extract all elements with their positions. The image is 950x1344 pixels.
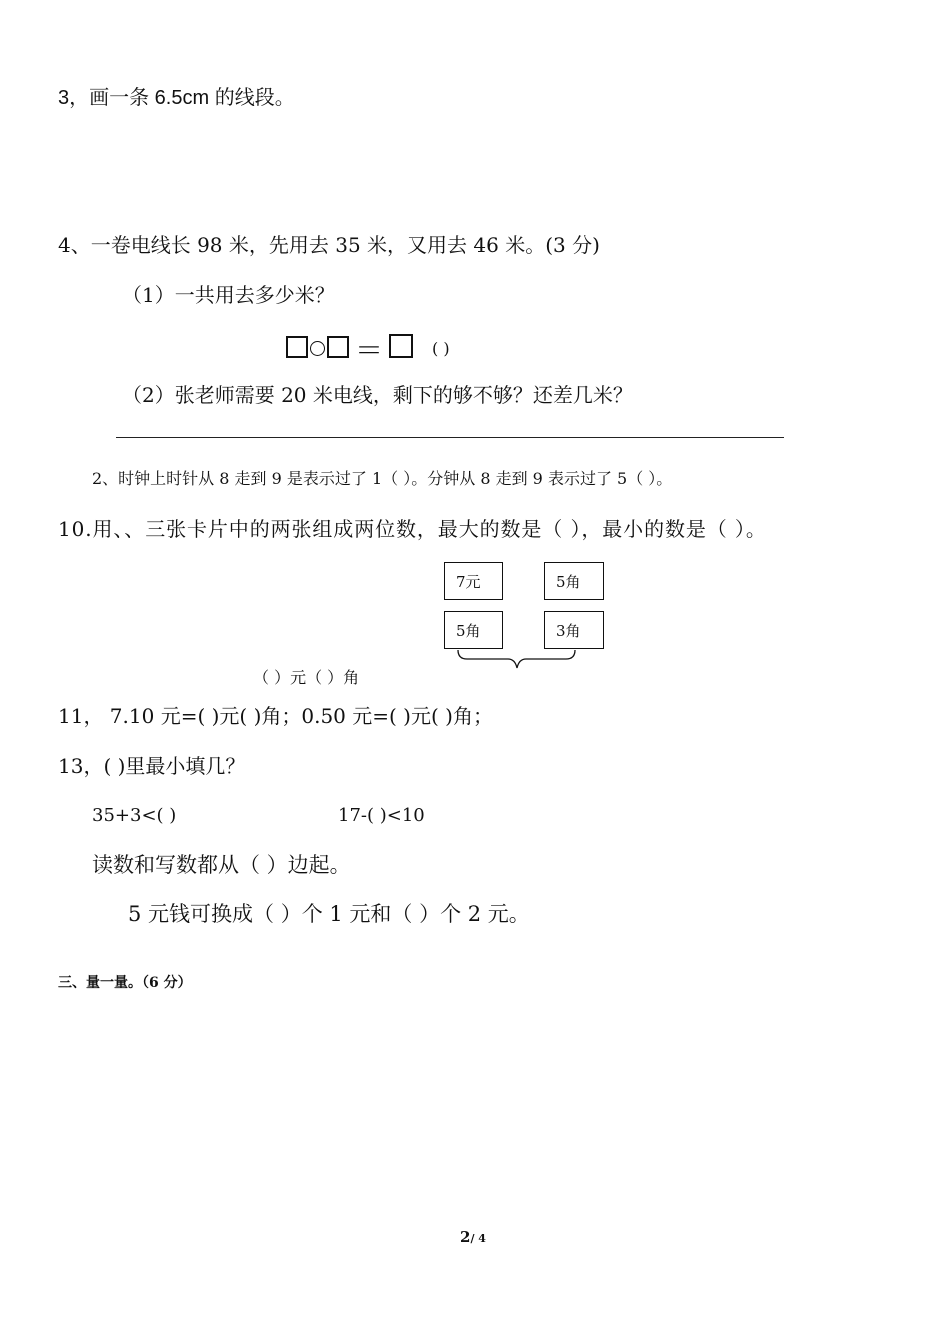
read-write-question: 读数和写数都从（ ）边起。 bbox=[92, 853, 351, 877]
question-4-part-1: （1）一共用去多少米？ bbox=[122, 283, 335, 307]
page-total: / 4 bbox=[470, 1232, 486, 1245]
question-13-a: 35+3<( ) bbox=[92, 805, 177, 826]
equation-template bbox=[286, 334, 413, 365]
question-4-title: 4、一卷电线长 98 米，先用去 35 米，又用去 46 米。(3 分) bbox=[58, 233, 600, 257]
section-3-heading: 三、量一量。（6 分） bbox=[58, 975, 192, 991]
money-card-5-jiao: 5角 bbox=[444, 611, 503, 649]
answer-box bbox=[389, 334, 413, 358]
operator-circle bbox=[310, 341, 325, 356]
money-card-7-yuan: 7元 bbox=[444, 562, 503, 600]
yuan-jiao-answer: （ ）元（ ）角 bbox=[253, 668, 360, 687]
question-2-clock: 2、时钟上时针从 8 走到 9 是表示过了 1（ ）。分钟从 8 走到 9 表示过了 5（ ）。 bbox=[92, 469, 673, 488]
money-card-3-jiao: 3角 bbox=[544, 611, 604, 649]
question-11: 11， 7.10 元=( )元( )角；0.50 元=( )元( )角； bbox=[58, 704, 493, 728]
question-10: 10.用、、三张卡片中的两张组成两位数，最大的数是（ ），最小的数是（ ）。 bbox=[58, 517, 767, 541]
five-yuan-question: 5 元钱可换成（ ）个 1 元和（ ）个 2 元。 bbox=[128, 902, 530, 926]
answer-line bbox=[116, 437, 784, 438]
question-13-b: 17-( )<10 bbox=[338, 805, 425, 826]
unit-parentheses: ( ) bbox=[432, 339, 450, 358]
page-number bbox=[460, 1230, 486, 1245]
question-3: 3，画一条 6.5cm 的线段。 bbox=[58, 87, 295, 109]
answer-box bbox=[327, 336, 349, 358]
page-current: 2 bbox=[460, 1228, 471, 1246]
equals-sign: ＝ bbox=[355, 334, 384, 367]
money-card-5-jiao: 5角 bbox=[544, 562, 604, 600]
answer-box bbox=[286, 336, 308, 358]
question-4-part-2: （2）张老师需要 20 米电线，剩下的够不够？还差几米？ bbox=[122, 383, 633, 407]
question-13: 13，( )里最小填几？ bbox=[58, 754, 246, 778]
